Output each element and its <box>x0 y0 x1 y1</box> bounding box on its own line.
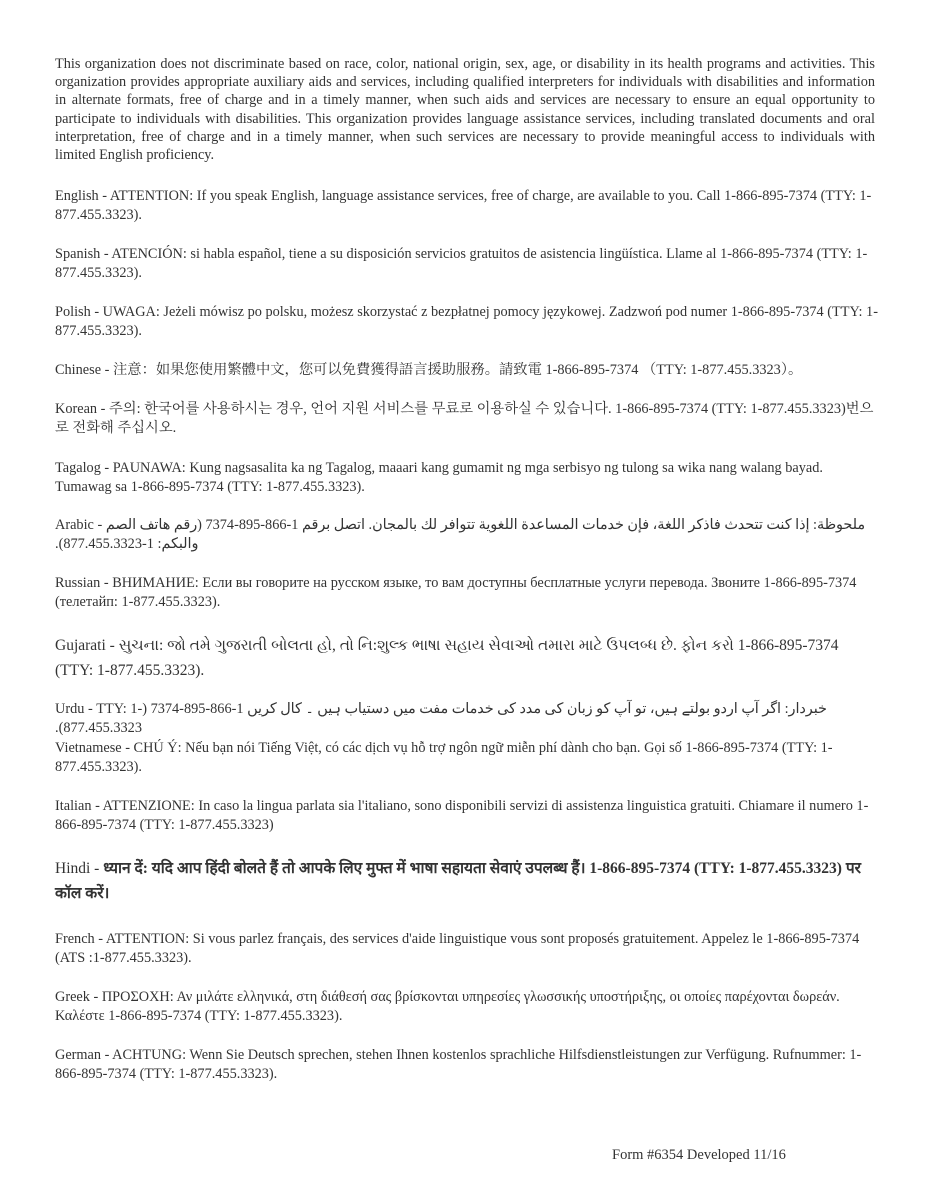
notice-text: ATTENTION: Si vous parlez français, des services d'aide linguistique vous sont proposés gratuitement. Appelez le 1-866-895-7374 (ATS :1-877.455.3323). <box>55 931 860 966</box>
notice-language-label: Arabic - <box>55 517 106 533</box>
notice-tagalog <box>55 459 880 497</box>
notice-text: ACHTUNG: Wenn Sie Deutsch sprechen, stehen Ihnen kostenlos sprachliche Hilfsdienstleistungen zur Verfügung. Rufnummer: 1-866-895-7374 (TTY: 1-877.455.3323). <box>55 1047 862 1082</box>
notice-text: ВНИМАНИЕ: Если вы говорите на русском языке, то вам доступны бесплатные услуги перевода. Звоните 1-866-895-7374 (телетайп: 1-877.455.3323). <box>55 575 857 610</box>
notice-language-label: Spanish - <box>55 246 112 262</box>
notice-language-label: Urdu - <box>55 701 97 717</box>
notice-language-label: French - <box>55 931 106 947</box>
notice-text: 注意：如果您使用繁體中文，您可以免費獲得語言援助服務。請致電 1-866-895-7374 （TTY: 1-877.455.3323）。 <box>112 362 803 378</box>
notice-language-label: Russian - <box>55 575 113 591</box>
notice-text: ATTENTION: If you speak English, language assistance services, free of charge, are available to you. Call 1-866-895-7374 (TTY: 1-877.455.3323). <box>55 188 872 223</box>
notice-language-label: Italian - <box>55 798 103 814</box>
notice-language-label: Hindi - <box>55 860 104 877</box>
notice-text: ध्यान दें: यदि आप हिंदी बोलते हैं तो आपके लिए मुफ्त में भाषा सहायता सेवाएं उपलब्ध हैं। 1-866-895-7374 (TTY: 1-877.455.3323) पर कॉल करें। <box>55 860 861 902</box>
notice-spanish <box>55 245 880 283</box>
notice-language-label: Tagalog - <box>55 460 113 476</box>
notice-text: ATENCIÓN: si habla español, tiene a su disposición servicios gratuitos de asistencia lingüística. Llame al 1-866-895-7374 (TTY: 1-877.455.3323). <box>55 246 868 281</box>
notice-text: PAUNAWA: Kung nagsasalita ka ng Tagalog, maaari kang gumamit ng mga serbisyo ng tulong sa wika nang walang bayad. Tumawag sa 1-866-895-7374 (TTY: 1-877.455.3323). <box>55 460 823 495</box>
notice-language-label: Korean - <box>55 401 109 417</box>
notice-urdu <box>55 700 880 738</box>
notice-english <box>55 187 880 225</box>
notice-text: خبردار: اگر آپ اردو بولتے ہیں، تو آپ کو زبان کی مدد کی خدمات مفت میں دستیاب ہیں ۔ کال کریں 1-866-895-7374 (TTY: 1-877.455.3323). <box>55 701 827 736</box>
notice-arabic <box>55 516 880 554</box>
notice-language-label: Greek - <box>55 989 102 1005</box>
notice-french <box>55 930 880 968</box>
notice-polish <box>55 303 880 341</box>
notice-text: ملحوظة: إذا كنت تتحدث فاذكر اللغة، فإن خدمات المساعدة اللغوية تتوافر لك بالمجان. اتصل برقم 1-866-895-7374 (رقم هاتف الصم والبكم: 1-877.455.3323). <box>55 517 866 552</box>
notice-text: ΠΡΟΣΟΧΗ: Αν μιλάτε ελληνικά, στη διάθεσή σας βρίσκονται υπηρεσίες γλωσσικής υποστήριξης, οι οποίες παρέχονται δωρεάν. Καλέστε 1-866-895-7374 (TTY: 1-877.455.3323). <box>55 989 840 1024</box>
notice-vietnamese <box>55 739 880 777</box>
notice-language-label: German - <box>55 1047 113 1063</box>
notice-language-label: Gujarati - <box>55 637 119 654</box>
notice-italian <box>55 797 880 835</box>
nondiscrimination-statement: This organization does not discriminate based on race, color, national origin, sex, age, or disability in its health programs and activities. This organization provides appropriate auxiliary aids and services, including qualified interpreters for individuals with disabilities and information in alternate formats, free of charge and in a timely manner, when such aids and services are necessary to ensure an equal opportunity to participate to individuals with disabilities. This organization provides language assistance services, including translated documents and oral interpretation, free of charge and in a timely manner, when such services are necessary to provide meaningful access to individuals with limited English proficiency. <box>55 56 875 164</box>
notice-korean <box>55 400 880 438</box>
notice-text: સુચના: જો તમે ગુજરાતી બોલતા હો, તો નિ:શુલ્ક ભાષા સહાય સેવાઓ તમારા માટે ઉપલબ્ધ છે. ફોન કરો 1-866-895-7374 (TTY: 1-877.455.3323). <box>55 637 839 679</box>
notice-text: ATTENZIONE: In caso la lingua parlata sia l'italiano, sono disponibili servizi di assistenza linguistica gratuiti. Chiamare il numero 1-866-895-7374 (TTY: 1-877.455.3323) <box>55 798 869 833</box>
notice-text: CHÚ Ý: Nếu bạn nói Tiếng Việt, có các dịch vụ hỗ trợ ngôn ngữ miễn phí dành cho bạn. Gọi số 1-866-895-7374 (TTY: 1-877.455.3323). <box>55 740 833 775</box>
form-number-footer: Form #6354 Developed 11/16 <box>612 1147 786 1163</box>
notice-text: UWAGA: Jeżeli mówisz po polsku, możesz skorzystać z bezpłatnej pomocy językowej. Zadzwoń pod numer 1-866-895-7374 (TTY: 1-877.455.3323). <box>55 304 878 339</box>
notice-hindi <box>55 856 880 906</box>
notice-gujarati <box>55 633 880 683</box>
notice-chinese <box>55 361 880 380</box>
notice-greek <box>55 988 880 1026</box>
notice-german <box>55 1046 880 1084</box>
notice-language-label: Chinese - <box>55 362 113 378</box>
notice-language-label: English - <box>55 188 110 204</box>
notice-russian <box>55 574 880 612</box>
notice-language-label: Vietnamese - <box>55 740 134 756</box>
notice-language-label: Polish - <box>55 304 103 320</box>
notice-text: 주의: 한국어를 사용하시는 경우, 언어 지원 서비스를 무료로 이용하실 수 있습니다. 1-866-895-7374 (TTY: 1-877.455.3323)번으로 전화해 주십시오. <box>55 401 874 436</box>
